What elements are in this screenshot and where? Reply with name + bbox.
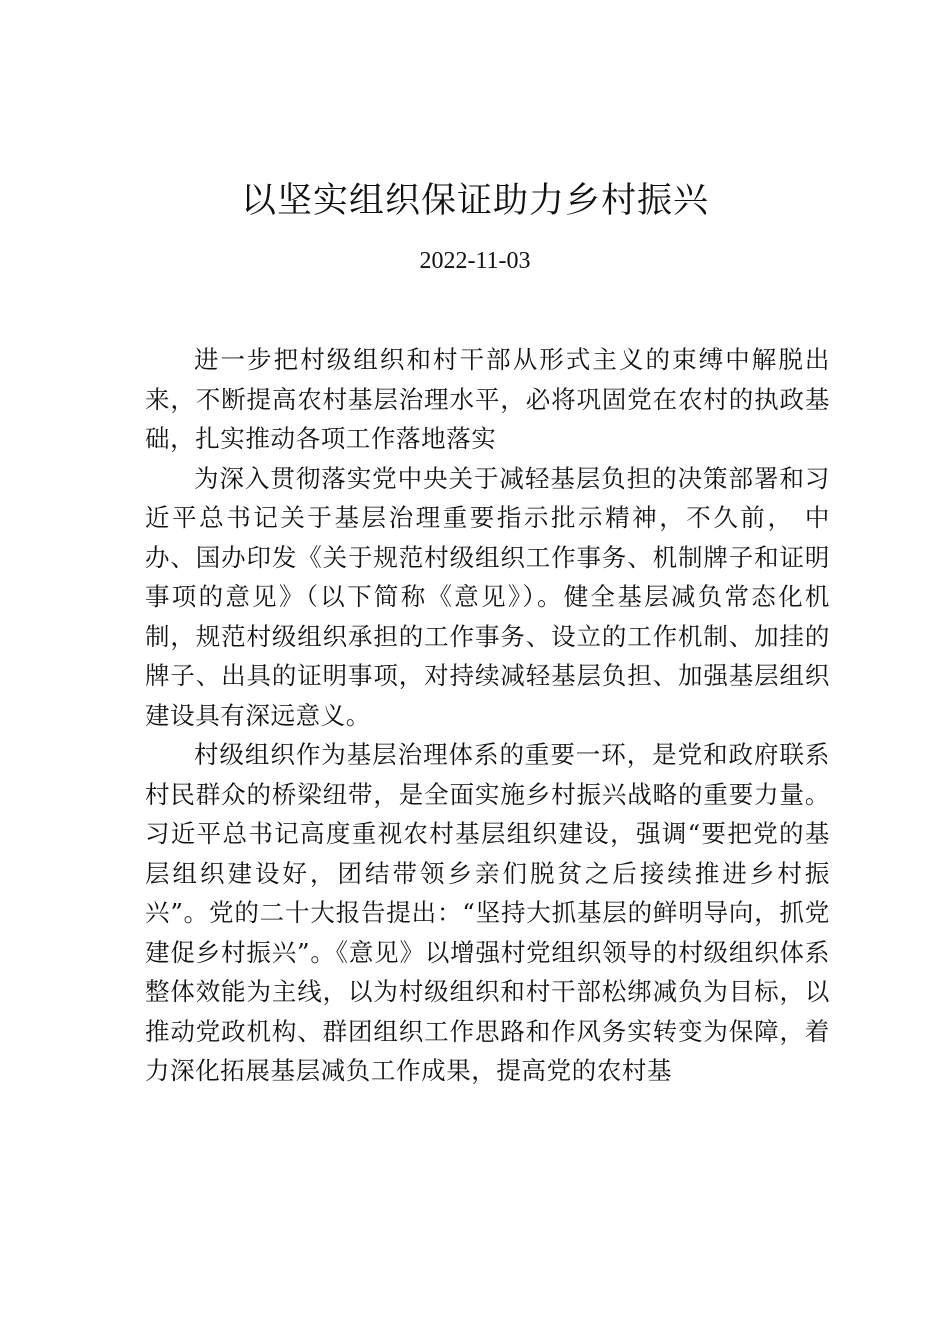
document-title: 以坚实组织保证助力乡村振兴 xyxy=(240,181,709,221)
paragraph-3: 村级组织作为基层治理体系的重要一环，是党和政府联系村民群众的桥梁纽带，是全面实施乡村振兴战略的重要力量。习近平总书记高度重视农村基层组织建设，强调“要把党的基层组织建设好，团结带领乡亲们脱贫之后接续推进乡村振兴”。党的二十大报告提出：“坚持大抓基层的鲜明导向，抓党建促乡村振兴”。《意见》以增强村党组织领导的村级组织体系整体效能为主线，以为村级组织和村干部松绑减负为目标，以推动党政机构、群团组织工作思路和作风务实转变为保障，着力深化拓展基层减负工作成果，提高党的农村基 xyxy=(145,740,830,1085)
document-date: 2022-11-03 xyxy=(419,248,531,274)
paragraph-2: 为深入贯彻落实党中央关于减轻基层负担的决策部署和习近平总书记关于基层治理重要指示批示精神，不久前， 中办、国办印发《关于规范村级组织工作事务、机制牌子和证明事项的意见》（以下简称《意见》）。健全基层减负常态化机制，规范村级组织承担的工作事务、设立的工作机制、加挂的牌子、出具的证明事项，对持续减轻基层负担、加强基层组织建设具有深远意义。 xyxy=(145,463,830,730)
document-body xyxy=(145,340,830,1091)
paragraph-1: 进一步把村级组织和村干部从形式主义的束缚中解脱出来，不断提高农村基层治理水平，必将巩固党在农村的执政基础，扎实推动各项工作落地落实 xyxy=(145,345,830,453)
